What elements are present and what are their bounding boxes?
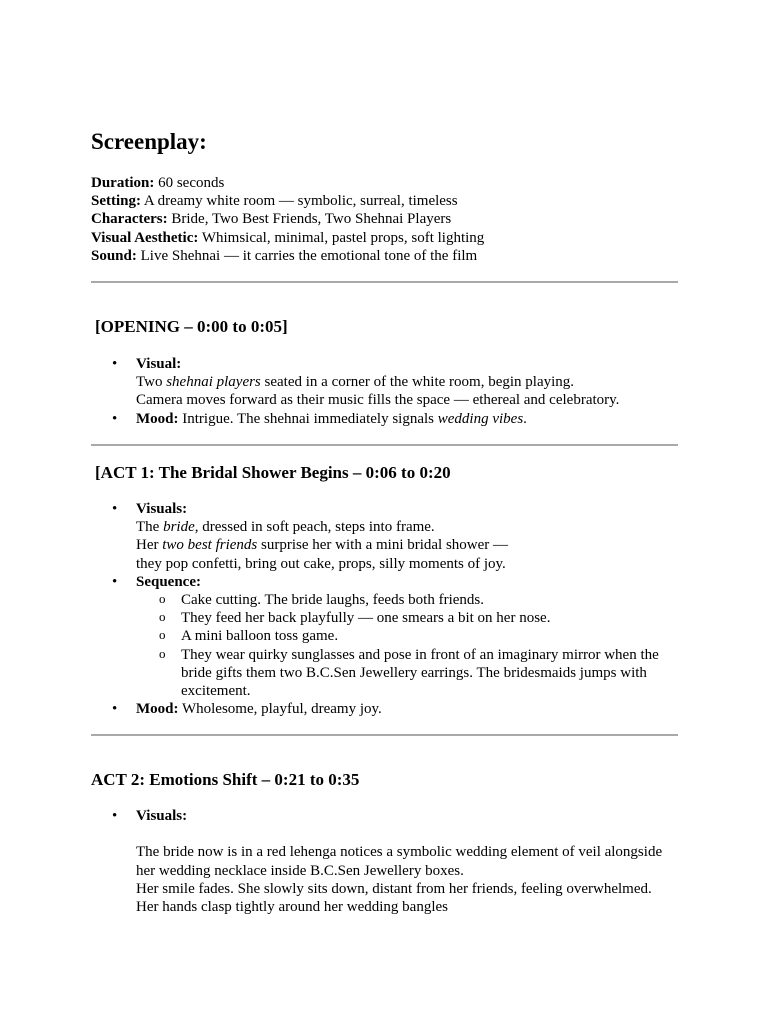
sub-list-item: o A mini balloon toss game.	[159, 627, 339, 645]
sub-list-item: o They wear quirky sunglasses and pose in front of an imaginary mirror when the bride gifts them two B.C.Sen Jewellery earrings. The bridesmaids jumps with excitement.	[159, 645, 659, 700]
section-divider	[91, 734, 678, 736]
list-item-visual: • Visual: Two shehnai players seated in a corner of the white room, begin playing. Camera moves forward as their music fills the space — ethereal and celebratory.	[91, 355, 691, 410]
page-title: Screenplay:	[91, 129, 207, 154]
section-heading-act1: [ACT 1: The Bridal Shower Begins – 0:06 to 0:20	[95, 463, 451, 482]
act2-list	[91, 807, 691, 916]
section-heading-act2: ACT 2: Emotions Shift – 0:21 to 0:35	[91, 770, 360, 789]
sub-list-item: o Cake cutting. The bride laughs, feeds both friends.	[159, 591, 484, 609]
sub-bullet-marker: o	[159, 609, 166, 625]
section-divider	[91, 281, 678, 283]
section-heading-opening: [OPENING – 0:00 to 0:05]	[95, 317, 288, 336]
meta-sound: Sound: Live Shehnai — it carries the emotional tone of the film	[91, 247, 478, 264]
opening-list	[91, 355, 691, 428]
meta-characters: Characters: Bride, Two Best Friends, Two Shehnai Players	[91, 211, 452, 228]
list-item-mood: • Mood: Wholesome, playful, dreamy joy.	[91, 700, 691, 718]
act1-list	[91, 500, 691, 718]
list-item-visuals: • Visuals: The bride, dressed in soft peach, steps into frame. Her two best friends surprise her with a mini bridal shower — they pop confetti, bring out cake, props, silly moments of joy.	[91, 500, 691, 573]
section-divider	[91, 444, 678, 446]
meta-setting: Setting: A dreamy white room — symbolic, surreal, timeless	[91, 193, 458, 210]
meta-duration: Duration: 60 seconds	[91, 175, 225, 191]
sub-bullet-marker: o	[159, 627, 166, 643]
list-item-visuals: • Visuals: The bride now is in a red lehenga notices a symbolic wedding element of veil alongside her wedding necklace inside B.C.Sen Jewellery boxes. Her smile fades. She slowly sits down, distant from her friends, feeling overwhelmed. Her hands clasp tightly around her wedding bangles	[91, 807, 691, 916]
list-item-mood: • Mood: Intrigue. The shehnai immediately signals wedding vibes.	[91, 410, 691, 428]
sub-list-item: o They feed her back playfully — one smears a bit on her nose.	[159, 609, 551, 627]
list-item-sequence: • Sequence:	[91, 573, 691, 591]
sub-bullet-marker: o	[159, 591, 166, 607]
screenplay-meta	[91, 174, 484, 265]
meta-visual-aesthetic: Visual Aesthetic: Whimsical, minimal, pastel props, soft lighting	[91, 229, 485, 246]
sub-bullet-marker: o	[159, 645, 166, 661]
